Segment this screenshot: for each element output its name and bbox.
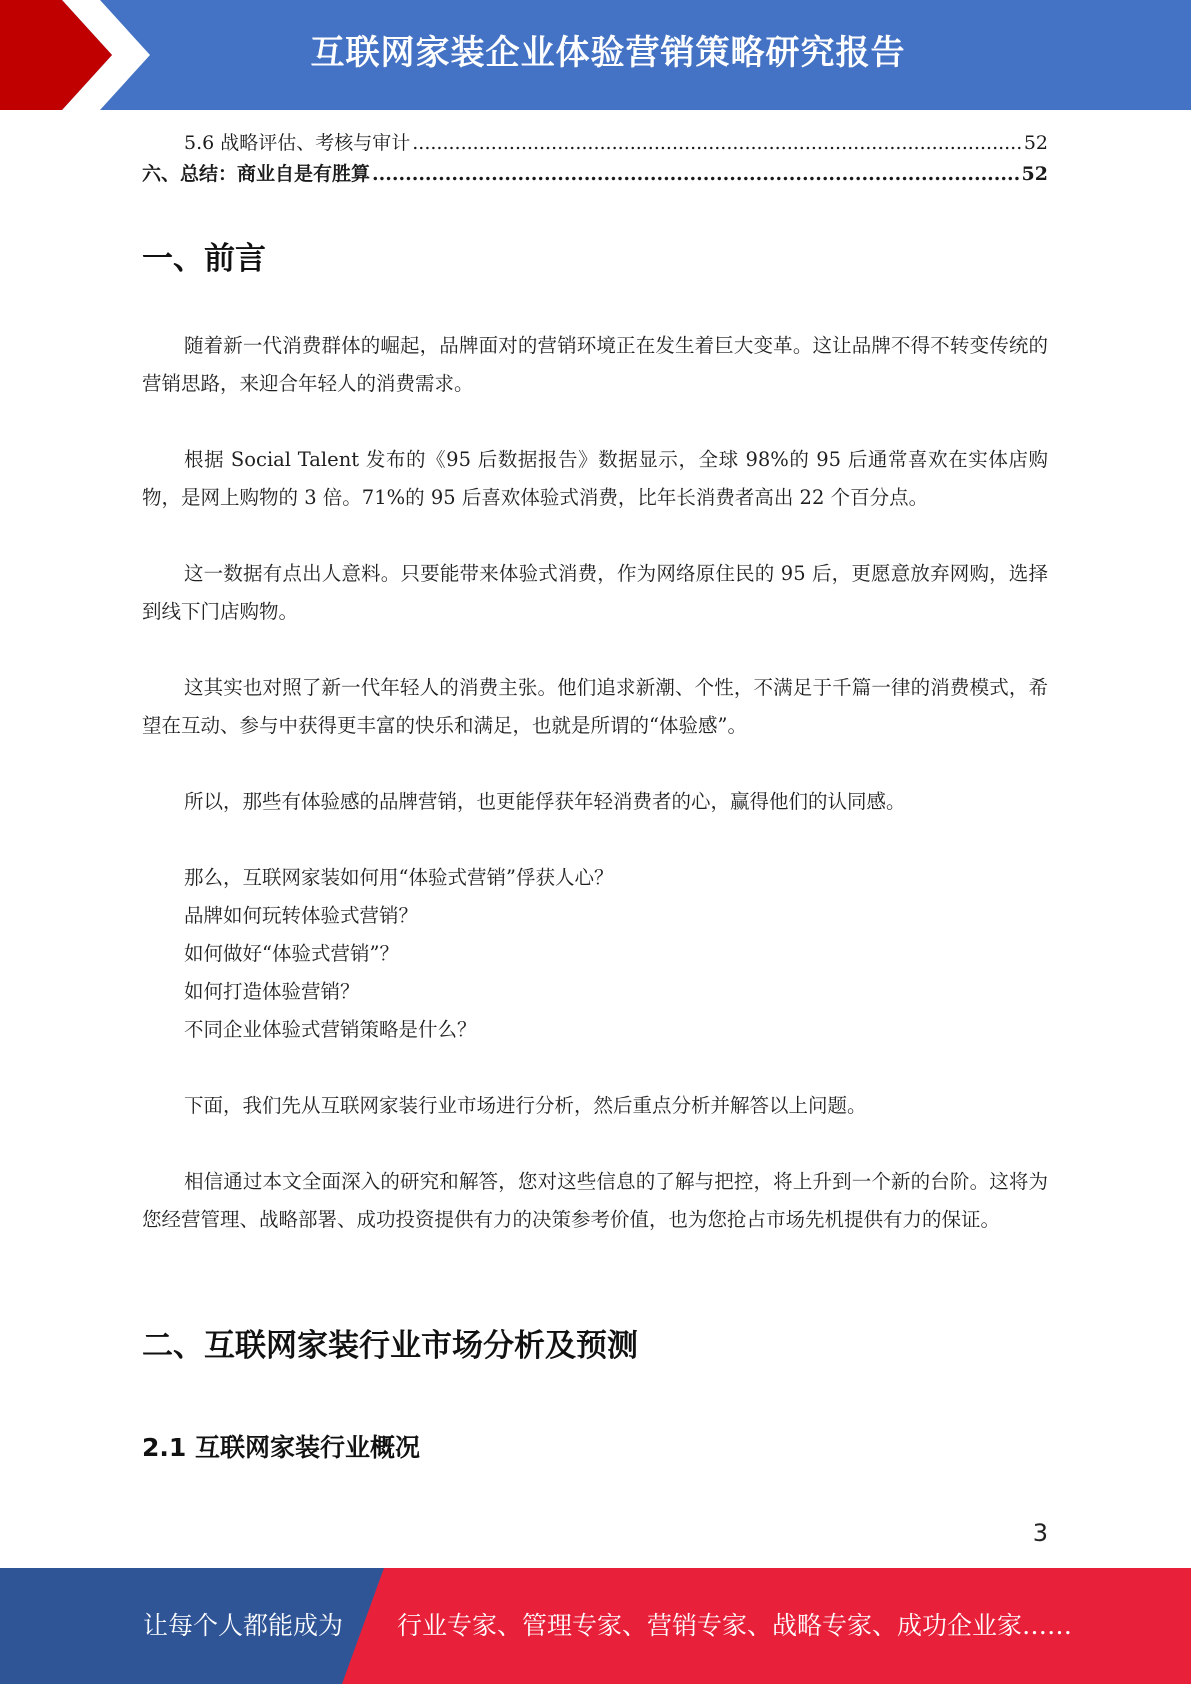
question-item: 品牌如何玩转体验式营销？ [184, 904, 419, 927]
question-list [184, 859, 1044, 1049]
question-item: 不同企业体验式营销策略是什么？ [184, 1018, 477, 1041]
question-item: 那么，互联网家装如何用“体验式营销”俘获人心？ [184, 866, 614, 889]
toc-entry-page: 52 [1021, 163, 1048, 185]
document-title: 互联网家装企业体验营销策略研究报告 [310, 33, 906, 73]
toc-entry[interactable] [142, 159, 1048, 190]
question-item: 如何做好“体验式营销”？ [184, 942, 399, 965]
paragraph: 随着新一代消费群体的崛起，品牌面对的营销环境正在发生着巨大变革。这让品牌不得不转变传统的营销思路，来迎合年轻人的消费需求。 [142, 334, 1048, 395]
paragraph: 相信通过本文全面深入的研究和解答，您对这些信息的了解与把控，将上升到一个新的台阶。这将为您经营管理、战略部署、成功投资提供有力的决策参考价值，也为您抢占市场先机提供有力的保证。 [142, 1170, 1048, 1231]
footer-slogan-left: 让每个人都能成为 [143, 1611, 344, 1640]
page-number: 3 [1032, 1519, 1048, 1547]
footer-banner [0, 1568, 1191, 1684]
toc-entry-label: 5.6 战略评估、考核与审计 [184, 132, 411, 154]
header-banner [0, 0, 1191, 110]
toc-leader-dots [412, 132, 1022, 154]
section-heading: 二、互联网家装行业市场分析及预测 [142, 1328, 638, 1364]
toc-leader-dots [372, 163, 1020, 185]
table-of-contents [142, 128, 1048, 190]
paragraph: 根据 Social Talent 发布的《95 后数据报告》数据显示，全球 98%的 95 后通常喜欢在实体店购物，是网上购物的 3 倍。71%的 95 后喜欢体验式消费，比年长消费者高出 22 个百分点。 [142, 448, 1048, 509]
toc-entry-label: 六、总结：商业自是有胜算 [142, 163, 371, 185]
toc-entry[interactable] [142, 128, 1048, 159]
paragraph: 所以，那些有体验感的品牌营销，也更能俘获年轻消费者的心，赢得他们的认同感。 [184, 790, 906, 813]
paragraph: 这一数据有点出人意料。只要能带来体验式消费，作为网络原住民的 95 后，更愿意放弃网购，选择到线下门店购物。 [142, 562, 1048, 623]
subsection-heading: 2.1 互联网家装行业概况 [142, 1433, 420, 1462]
footer-slogan-right: 行业专家、管理专家、营销专家、战略专家、成功企业家…… [397, 1611, 1073, 1640]
question-item: 如何打造体验营销？ [184, 980, 360, 1003]
section-heading: 一、前言 [142, 241, 266, 277]
toc-entry-page: 52 [1023, 132, 1048, 154]
paragraph: 下面，我们先从互联网家装行业市场进行分析，然后重点分析并解答以上问题。 [184, 1094, 867, 1117]
paragraph: 这其实也对照了新一代年轻人的消费主张。他们追求新潮、个性，不满足于千篇一律的消费模式，希望在互动、参与中获得更丰富的快乐和满足，也就是所谓的“体验感”。 [142, 676, 1048, 737]
